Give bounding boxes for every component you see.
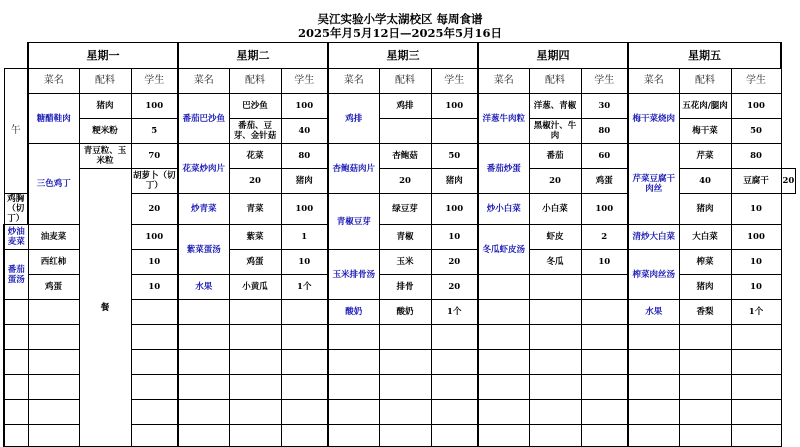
ingredient: 大白菜 [679, 225, 731, 250]
empty-cell [731, 400, 781, 425]
ingredient: 酸奶 [379, 300, 431, 325]
empty-cell [379, 375, 431, 400]
col-header-dish: 菜名 [178, 69, 229, 94]
empty-cell [431, 375, 478, 400]
student-quantity: 50 [431, 144, 478, 169]
ingredient: 油麦菜 [28, 225, 79, 250]
col-header-dish: 菜名 [628, 69, 679, 94]
student-quantity: 100 [281, 94, 328, 119]
ingredient: 胡萝卜（切丁） [131, 169, 178, 194]
ingredient: 猪肉 [679, 275, 731, 300]
col-header-qty: 学生 [431, 69, 478, 94]
empty-cell [328, 400, 379, 425]
ingredient: 青椒 [379, 225, 431, 250]
student-quantity: 20 [431, 250, 478, 275]
dish-name: 糖醋鞋肉 [28, 94, 79, 144]
student-quantity: 100 [731, 225, 781, 250]
student-quantity: 20 [431, 275, 478, 300]
student-quantity: 100 [281, 194, 328, 225]
dish-name: 番茄炒蛋 [478, 144, 529, 194]
empty-cell [581, 400, 628, 425]
student-quantity: 1 [281, 225, 328, 250]
ingredient: 青菜 [229, 194, 281, 225]
student-quantity: 10 [731, 275, 781, 300]
dish-name: 酸奶 [328, 300, 379, 325]
col-header-dish: 菜名 [478, 69, 529, 94]
empty-cell [178, 425, 229, 447]
col-header-dish: 菜名 [28, 69, 79, 94]
empty-cell [4, 425, 28, 447]
col-header-qty: 学生 [581, 69, 628, 94]
empty-cell [529, 425, 581, 447]
empty-cell [4, 375, 28, 400]
empty-cell [131, 325, 178, 350]
ingredient: 鸡排 [379, 94, 431, 119]
col-header-ingredient: 配料 [79, 69, 131, 94]
empty-cell [131, 400, 178, 425]
empty-cell [178, 400, 229, 425]
empty-cell [628, 375, 679, 400]
dish-name: 榨菜肉丝汤 [628, 250, 679, 300]
dish-name: 水果 [178, 275, 229, 300]
empty-cell [379, 425, 431, 447]
empty-cell [229, 350, 281, 375]
student-quantity: 10 [731, 194, 781, 225]
empty-cell [178, 350, 229, 375]
empty-cell [679, 375, 731, 400]
empty-cell [281, 425, 328, 447]
empty-cell [379, 400, 431, 425]
ingredient: 虾皮 [529, 225, 581, 250]
ingredient: 杏鲍菇 [379, 144, 431, 169]
ingredient: 冬瓜 [529, 250, 581, 275]
dish-name: 冬瓜虾皮汤 [478, 225, 529, 275]
ingredient: 鸡蛋 [28, 275, 79, 300]
student-quantity: 80 [731, 144, 781, 169]
dish-name: 芹菜豆腐干肉丝 [628, 144, 679, 225]
empty-cell [281, 325, 328, 350]
empty-cell [28, 400, 79, 425]
empty-cell [628, 350, 679, 375]
dish-name: 洋葱牛肉粒 [478, 94, 529, 144]
empty-cell [328, 425, 379, 447]
dish-name: 鸡排 [328, 94, 379, 144]
empty-cell [679, 400, 731, 425]
student-quantity: 100 [431, 94, 478, 119]
empty-cell [731, 375, 781, 400]
student-quantity: 60 [581, 144, 628, 169]
col-header-ingredient: 配料 [229, 69, 281, 94]
empty-cell [478, 275, 529, 300]
empty-cell [328, 375, 379, 400]
dish-name: 花菜炒肉片 [178, 144, 229, 194]
dish-name: 紫菜蛋汤 [178, 225, 229, 275]
ingredient: 番茄、豆芽、金针菇 [229, 119, 281, 144]
col-header-qty: 学生 [281, 69, 328, 94]
col-header-qty: 学生 [131, 69, 178, 94]
empty-cell [478, 425, 529, 447]
student-quantity: 50 [731, 119, 781, 144]
day-header-2: 星期二 [178, 43, 328, 69]
empty-cell [529, 275, 581, 300]
dish-name: 三色鸡丁 [28, 144, 79, 225]
empty-cell [28, 350, 79, 375]
empty-cell [178, 300, 229, 325]
empty-cell [4, 350, 28, 375]
ingredient: 鸡胸（切丁） [4, 194, 28, 225]
ingredient: 花菜 [229, 144, 281, 169]
page-title: 吴江实验小学太湖校区 每周食谱 [317, 12, 483, 26]
ingredient: 猪肉 [79, 94, 131, 119]
ingredient: 香梨 [679, 300, 731, 325]
empty-cell [628, 425, 679, 447]
empty-cell [281, 300, 328, 325]
ingredient: 粳米粉 [79, 119, 131, 144]
dish-name: 炒青菜 [178, 194, 229, 225]
empty-cell [328, 325, 379, 350]
empty-cell [478, 350, 529, 375]
ingredient: 紫菜 [229, 225, 281, 250]
date-range: 2025年月5月12日—2025年5月16日 [297, 26, 503, 40]
ingredient: 洋葱、青椒 [529, 94, 581, 119]
ingredient: 小白菜 [529, 194, 581, 225]
dish-name: 番茄巴沙鱼 [178, 94, 229, 144]
empty-cell [581, 275, 628, 300]
empty-cell [478, 300, 529, 325]
empty-cell [731, 350, 781, 375]
student-quantity: 10 [431, 225, 478, 250]
day-header-5: 星期五 [628, 43, 781, 69]
empty-cell [4, 325, 28, 350]
student-quantity [431, 119, 478, 144]
ingredient: 鸡蛋 [229, 250, 281, 275]
dish-name: 炒油麦菜 [4, 225, 28, 250]
empty-cell [581, 375, 628, 400]
ingredient: 猪肉 [431, 169, 478, 194]
empty-cell [529, 400, 581, 425]
ingredient: 猪肉 [679, 194, 731, 225]
student-quantity: 100 [431, 194, 478, 225]
empty-cell [178, 375, 229, 400]
student-quantity: 80 [581, 119, 628, 144]
empty-cell [529, 375, 581, 400]
ingredient: 黑椒汁、牛肉 [529, 119, 581, 144]
col-header-dish: 菜名 [328, 69, 379, 94]
empty-cell [731, 425, 781, 447]
empty-cell [178, 325, 229, 350]
ingredient: 西红柿 [28, 250, 79, 275]
student-quantity: 2 [581, 225, 628, 250]
empty-cell [478, 400, 529, 425]
student-quantity: 10 [131, 250, 178, 275]
empty-cell [28, 425, 79, 447]
side-label-meal: 餐 [79, 169, 131, 447]
student-quantity: 1个 [281, 275, 328, 300]
empty-cell [529, 325, 581, 350]
student-quantity: 10 [731, 250, 781, 275]
ingredient: 芹菜 [679, 144, 731, 169]
student-quantity: 5 [131, 119, 178, 144]
empty-cell [581, 325, 628, 350]
dish-name: 番茄蛋汤 [4, 250, 28, 300]
empty-cell [529, 350, 581, 375]
empty-cell [581, 425, 628, 447]
dish-name: 杏鲍菇肉片 [328, 144, 379, 194]
student-quantity: 80 [281, 144, 328, 169]
ingredient [379, 119, 431, 144]
empty-cell [131, 375, 178, 400]
student-quantity: 20 [781, 169, 796, 194]
student-quantity: 1个 [431, 300, 478, 325]
col-header-ingredient: 配料 [379, 69, 431, 94]
dish-name: 青椒豆芽 [328, 194, 379, 250]
empty-cell [131, 425, 178, 447]
empty-cell [431, 425, 478, 447]
empty-cell [4, 400, 28, 425]
student-quantity: 20 [131, 194, 178, 225]
day-header-4: 星期四 [478, 43, 628, 69]
col-header-ingredient: 配料 [679, 69, 731, 94]
empty-cell [328, 350, 379, 375]
student-quantity: 20 [229, 169, 281, 194]
student-quantity: 100 [581, 194, 628, 225]
empty-cell [28, 375, 79, 400]
dish-name: 水果 [628, 300, 679, 325]
empty-cell [229, 325, 281, 350]
student-quantity: 100 [131, 225, 178, 250]
empty-cell [229, 300, 281, 325]
ingredient: 梅干菜 [679, 119, 731, 144]
empty-cell [679, 425, 731, 447]
day-header-1: 星期一 [28, 43, 178, 69]
empty-cell [628, 400, 679, 425]
empty-cell [431, 350, 478, 375]
empty-cell [679, 325, 731, 350]
empty-cell [229, 425, 281, 447]
dish-name: 玉米排骨汤 [328, 250, 379, 300]
empty-cell [229, 400, 281, 425]
day-header-3: 星期三 [328, 43, 478, 69]
dish-name: 炒小白菜 [478, 194, 529, 225]
empty-cell [379, 350, 431, 375]
ingredient: 青豆粒、玉米粒 [79, 144, 131, 169]
empty-cell [281, 350, 328, 375]
student-quantity: 30 [581, 94, 628, 119]
empty-cell [529, 300, 581, 325]
col-header-qty: 学生 [731, 69, 781, 94]
empty-cell [229, 375, 281, 400]
corner-cell [4, 43, 28, 69]
ingredient: 豆腐干 [731, 169, 781, 194]
empty-cell [431, 325, 478, 350]
empty-cell [581, 300, 628, 325]
student-quantity: 10 [581, 250, 628, 275]
student-quantity: 70 [131, 144, 178, 169]
student-quantity: 10 [281, 250, 328, 275]
weekly-menu-table [3, 42, 796, 447]
empty-cell [478, 325, 529, 350]
student-quantity: 20 [379, 169, 431, 194]
student-quantity: 20 [529, 169, 581, 194]
empty-cell [431, 400, 478, 425]
ingredient: 小黄瓜 [229, 275, 281, 300]
empty-cell [281, 400, 328, 425]
dish-name: 清炒大白菜 [628, 225, 679, 250]
empty-cell [4, 300, 28, 325]
student-quantity: 1个 [731, 300, 781, 325]
empty-cell [131, 350, 178, 375]
ingredient: 猪肉 [281, 169, 328, 194]
empty-cell [131, 300, 178, 325]
empty-cell [379, 325, 431, 350]
ingredient: 番茄 [529, 144, 581, 169]
empty-cell [281, 375, 328, 400]
col-header-ingredient: 配料 [529, 69, 581, 94]
dish-name: 梅干菜烧肉 [628, 94, 679, 144]
student-quantity: 100 [731, 94, 781, 119]
student-quantity: 100 [131, 94, 178, 119]
empty-cell [679, 350, 731, 375]
student-quantity: 10 [131, 275, 178, 300]
student-quantity: 40 [679, 169, 731, 194]
empty-cell [28, 300, 79, 325]
ingredient: 玉米 [379, 250, 431, 275]
ingredient: 排骨 [379, 275, 431, 300]
empty-cell [731, 325, 781, 350]
empty-cell [28, 325, 79, 350]
empty-cell [478, 375, 529, 400]
ingredient: 巴沙鱼 [229, 94, 281, 119]
ingredient: 五花肉/腿肉 [679, 94, 731, 119]
ingredient: 榨菜 [679, 250, 731, 275]
empty-cell [581, 350, 628, 375]
ingredient: 鸡蛋 [581, 169, 628, 194]
side-label-noon: 午 [4, 69, 28, 194]
ingredient: 绿豆芽 [379, 194, 431, 225]
student-quantity: 40 [281, 119, 328, 144]
empty-cell [628, 325, 679, 350]
